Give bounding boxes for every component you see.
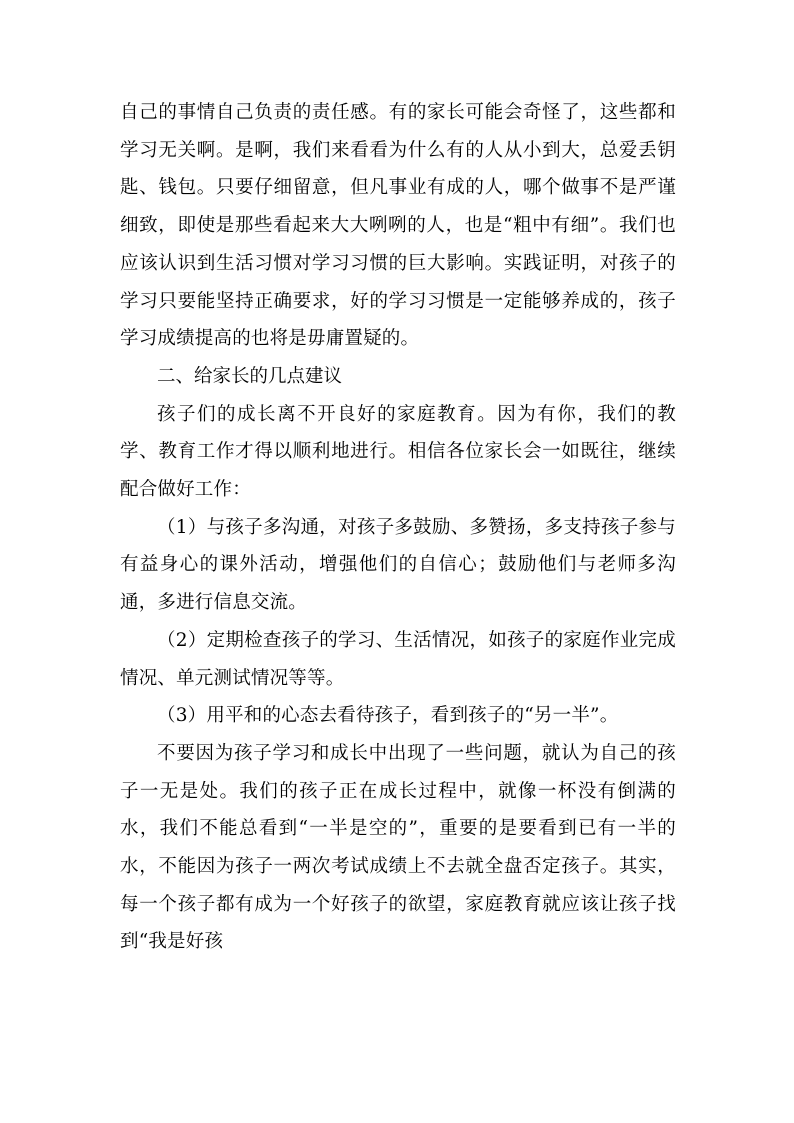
section-heading-suggestions: 二、给家长的几点建议 [157, 365, 343, 387]
suggestion-item-2: （2）定期检查孩子的学习、生活情况，如孩子的家庭作业完成情况、单元测试情况等等。 [120, 629, 676, 689]
paragraph-family-education: 孩子们的成长离不开良好的家庭教育。因为有你，我们的教学、教育工作才得以顺利地进行。相信各位家长会一如既往，继续配合做好工作： [120, 403, 676, 501]
paragraph-half-full-glass: 不要因为孩子学习和成长中出现了一些问题，就认为自己的孩子一无是处。我们的孩子正在成长过程中，就像一杯没有倒满的水，我们不能总看到“一半是空的”，重要的是要看到已有一半的水，不能因为孩子一两次考试成绩上不去就全盘否定孩子。其实，每一个孩子都有成为一个好孩子的欲望，家庭教育就应该让孩子找到“我是好孩 [120, 742, 676, 953]
suggestion-item-3: （3）用平和的心态去看待孩子，看到孩子的“另一半”。 [157, 705, 619, 727]
suggestion-item-1: （1）与孩子多沟通，对孩子多鼓励、多赞扬，多支持孩子参与有益身心的课外活动，增强他们的自信心；鼓励他们与老师多沟通，多进行信息交流。 [120, 516, 676, 614]
document-page [120, 94, 676, 961]
paragraph-responsibility: 自己的事情自己负责的责任感。有的家长可能会奇怪了，这些都和学习无关啊。是啊，我们来看看为什么有的人从小到大，总爱丢钥匙、钱包。只要仔细留意，但凡事业有成的人，哪个做事不是严谨细致，即使是那些看起来大大咧咧的人，也是“粗中有细”。我们也应该认识到生活习惯对学习习惯的巨大影响。实践证明，对孩子的学习只要能坚持正确要求，好的学习习惯是一定能够养成的，孩子学习成绩提高的也将是毋庸置疑的。 [120, 102, 676, 350]
